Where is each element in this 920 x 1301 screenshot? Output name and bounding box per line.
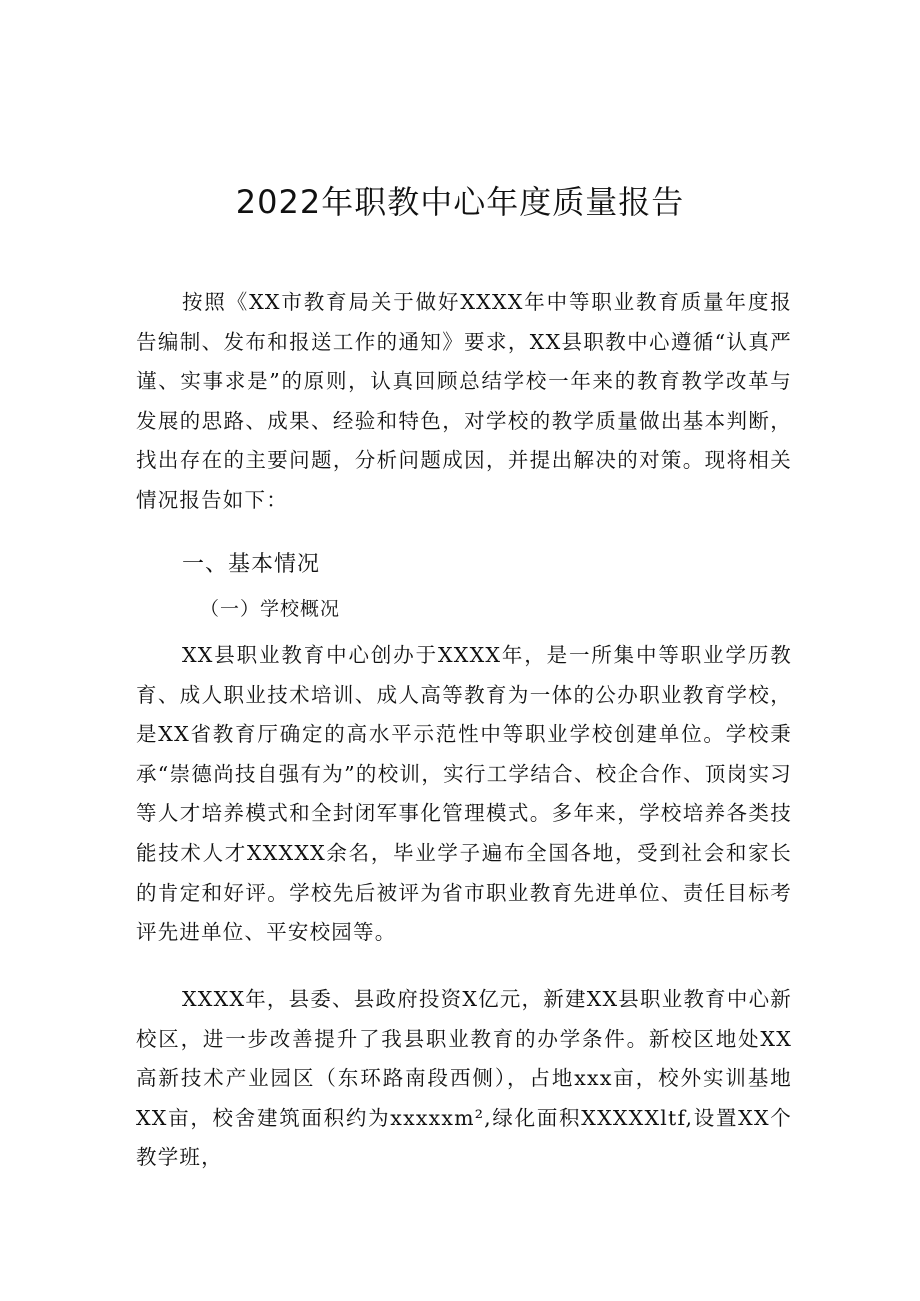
overview-paragraph: XX县职业教育中心创办于XXXX年，是一所集中等职业学历教育、成人职业技术培训、成人高等教育为一体的公办职业教育学校，是XX省教育厅确定的高水平示范性中等职业学校创建单位。学校秉承“崇德尚技自强有为”的校训，实行工学结合、校企合作、顶岗实习等人才培养模式和全封闭军事化管理模式。多年来，学校培养各类技能技术人才XXXXX余名，毕业学子遍布全国各地，受到社会和家长的肯定和好评。学校先后被评为省市职业教育先进单位、责任目标考评先进单位、平安校园等。: [136, 643, 792, 945]
document-title: 2022年职教中心年度质量报告: [235, 183, 685, 221]
campus-paragraph: XXXX年，县委、县政府投资X亿元，新建XX县职业教育中心新校区，进一步改善提升了我县职业教育的办学条件。新校区地处XX高新技术产业园区（东环路南段西侧），占地xxx亩，校外实训基地XX亩，校舍建筑面积约为xxxxxm²,绿化面积XXXXXltf,设置XX个教学班，: [136, 987, 792, 1170]
section-heading-basic-info: 一、基本情况: [182, 552, 321, 577]
subsection-heading-school-overview: （一）学校概况: [200, 598, 341, 620]
intro-paragraph: 按照《XX市教育局关于做好XXXX年中等职业教育质量年度报告编制、发布和报送工作的通知》要求，XX县职教中心遵循“认真严谨、实事求是”的原则，认真回顾总结学校一年来的教育教学改革与发展的思路、成果、经验和特色，对学校的教学质量做出基本判断，找出存在的主要问题，分析问题成因，并提出解决的对策。现将相关情况报告如下：: [136, 290, 792, 512]
